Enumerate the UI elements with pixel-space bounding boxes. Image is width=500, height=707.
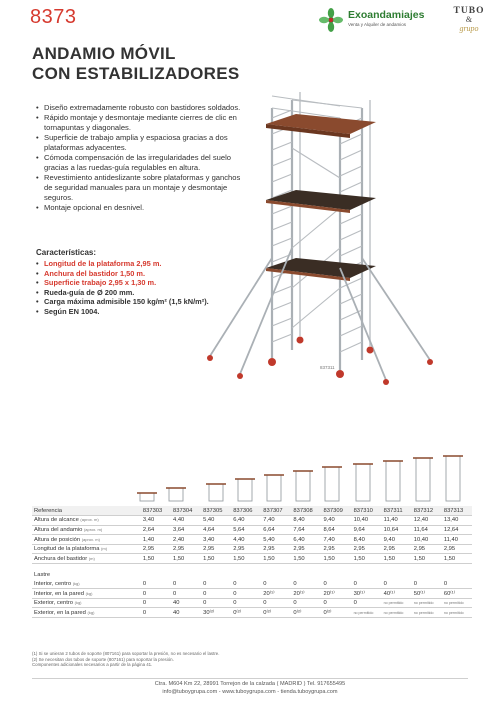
table-cell: 20⁽¹⁾ [291, 589, 321, 599]
table-cell: 11,64 [412, 525, 442, 535]
table-cell: 50⁽¹⁾ [412, 589, 442, 599]
characteristic-item: • Carga máxima admisible 150 kg/m² (1,5 kN/m²). [36, 297, 236, 307]
table-cell: no permitido [382, 608, 412, 618]
table-cell: 6,40 [291, 535, 321, 545]
feature-item: • Diseño extremadamente robusto con bastidores soldados. [36, 103, 246, 113]
scaffold-thumbnails [0, 455, 500, 505]
characteristics-title: Características: [36, 248, 97, 257]
table-cell: 2,95 [231, 544, 261, 554]
table-cell: 4,64 [201, 525, 231, 535]
footer-divider [32, 678, 468, 679]
image-reference: 837311 [320, 365, 335, 370]
table-cell: 1,50 [171, 554, 201, 564]
table-row [32, 554, 472, 564]
table-cell: 5,40 [201, 516, 231, 526]
lastre-rows [32, 579, 472, 617]
thumb-837313 [443, 456, 463, 501]
table-cell: 0 [171, 589, 201, 599]
row-label-text: Altura de alcance [34, 517, 79, 524]
table-cell: 0 [141, 589, 171, 599]
table-cell: 2,95 [291, 544, 321, 554]
thumb-837309 [322, 467, 342, 501]
title-line-1: ANDAMIO MÓVIL [32, 44, 176, 63]
characteristic-item: • Anchura del bastidor 1,50 m. [36, 269, 236, 279]
table-cell: no permitido [382, 598, 412, 608]
reference-cell: 837310 [352, 506, 382, 516]
table-cell: no permitido [442, 598, 472, 608]
table-cell: 0 [321, 598, 351, 608]
table-row [32, 516, 472, 526]
table-cell: 8,40 [291, 516, 321, 526]
green-flower-logo-icon [318, 8, 344, 32]
table-notes [32, 651, 219, 668]
reference-cell: 837307 [261, 506, 291, 516]
row-unit: (kg) [85, 590, 93, 596]
reference-cell: 837309 [321, 506, 351, 516]
row-unit: (aprox. m) [83, 526, 103, 532]
table-cell: 0 [141, 579, 171, 589]
row-label [32, 516, 141, 526]
thumb-837308 [293, 471, 313, 501]
characteristic-item: • Longitud de la plataforma 2,95 m. [36, 259, 236, 269]
table-cell: 4,40 [171, 516, 201, 526]
footer-links[interactable]: info@tuboygrupa.com - www.tuboygrupa.com - tienda.tuboygrupa.com [162, 689, 338, 695]
table-cell: 0 [321, 579, 351, 589]
table-cell: 10,64 [382, 525, 412, 535]
table-cell: 2,95 [382, 544, 412, 554]
table-cell: 0 [352, 579, 382, 589]
table-cell: 0 [201, 589, 231, 599]
thumb-837310 [353, 464, 373, 501]
table-cell: 1,50 [442, 554, 472, 564]
table-row [32, 589, 472, 599]
table-cell: 9,40 [321, 516, 351, 526]
row-label [32, 554, 141, 564]
row-label [32, 579, 141, 589]
feature-item: • Superficie de trabajo amplia y espaciosa gracias a dos plataformas adyacentes. [36, 133, 246, 153]
thumb-837306 [235, 479, 255, 501]
table-cell: 0 [412, 579, 442, 589]
table-cell: 2,95 [171, 544, 201, 554]
table-cell: 5,40 [261, 535, 291, 545]
table-row [32, 608, 472, 618]
row-label-text: Altura del andamio [34, 526, 83, 533]
table-cell: 12,40 [412, 516, 442, 526]
table-cell: 1,50 [291, 554, 321, 564]
table-cell: no permitido [412, 598, 442, 608]
table-cell: 0⁽²⁾ [291, 608, 321, 618]
row-label [32, 544, 141, 554]
table-row [32, 544, 472, 554]
thumb-837311 [383, 461, 403, 501]
table-cell: 0 [261, 579, 291, 589]
table-cell: 30⁽²⁾ [201, 608, 231, 618]
table-cell: 40 [171, 598, 201, 608]
table-cell: 0 [141, 608, 171, 618]
row-unit: (kg) [87, 609, 95, 615]
table-cell: 0 [291, 598, 321, 608]
table-cell: 3,64 [171, 525, 201, 535]
table-cell: 0 [201, 579, 231, 589]
row-label [32, 525, 141, 535]
tubo-logo-top: TUBO [453, 6, 485, 16]
table-cell: 0⁽²⁾ [321, 608, 351, 618]
table-cell: 0 [141, 598, 171, 608]
characteristic-item: • Rueda-guía de Ø 200 mm. [36, 288, 236, 298]
brand-name: Exoandamiajes [348, 9, 425, 21]
row-unit: (kg) [72, 580, 80, 586]
table-cell: 2,95 [352, 544, 382, 554]
page-title [32, 44, 240, 84]
note-3: Componentes adicionales necesarios a partir de la página 41. [32, 662, 153, 668]
table-cell: 60⁽¹⁾ [442, 589, 472, 599]
table-cell: 1,50 [321, 554, 351, 564]
table-cell: 0 [231, 598, 261, 608]
row-label-text: Altura de posición [34, 536, 81, 543]
table-cell: 0 [291, 579, 321, 589]
table-cell: no permitido [352, 608, 382, 618]
table-cell: 1,50 [261, 554, 291, 564]
table-cell: 1,50 [352, 554, 382, 564]
tubo-logo-bottom: grupo [459, 24, 479, 33]
table-cell: 2,95 [201, 544, 231, 554]
brand-subtitle: Venta y Alquiler de andamios [348, 22, 407, 27]
reference-label: Referencia [32, 506, 141, 516]
table-cell: 11,40 [442, 535, 472, 545]
characteristic-item: • Según EN 1004. [36, 307, 236, 317]
footer-address: Ctra. M604 Km 22, 28991 Torrejon de la calzada ( MADRID ) Tel. 917655495 [154, 681, 346, 687]
reference-cell: 837304 [171, 506, 201, 516]
lastre-label: Lastre [34, 572, 51, 579]
specifications-table [32, 506, 472, 618]
table-cell: no permitido [442, 608, 472, 618]
table-cell: 0 [201, 598, 231, 608]
table-cell: 13,40 [442, 516, 472, 526]
table-cell: 2,64 [141, 525, 171, 535]
row-label [32, 589, 141, 599]
table-cell: 3,40 [201, 535, 231, 545]
table-row [32, 579, 472, 589]
table-cell: 40 [171, 608, 201, 618]
page-header [0, 0, 500, 38]
table-cell: 1,50 [141, 554, 171, 564]
table-cell: 11,40 [382, 516, 412, 526]
title-line-2: CON ESTABILIZADORES [32, 64, 240, 83]
row-label [32, 608, 141, 618]
scaffold-illustration [200, 88, 460, 388]
table-cell: 8,64 [321, 525, 351, 535]
row-label [32, 598, 141, 608]
table-cell: 1,50 [412, 554, 442, 564]
table-cell: 1,50 [201, 554, 231, 564]
table-row [32, 525, 472, 535]
table-cell: 6,40 [231, 516, 261, 526]
row-label [32, 535, 141, 545]
table-row [32, 535, 472, 545]
note-1: (1) Si se unieran 2 tubos de soporte (807161) para soportar la presión, no es necesario el lastre. [32, 651, 220, 656]
table-cell: 2,95 [321, 544, 351, 554]
characteristic-item: • Superficie trabajo 2,95 x 1,30 m. [36, 278, 236, 288]
table-cell: 0 [231, 579, 261, 589]
table-cell: 4,40 [231, 535, 261, 545]
table-cell: 0 [261, 598, 291, 608]
table-cell: 2,95 [141, 544, 171, 554]
product-code: 8373 [30, 6, 77, 28]
table-cell: 3,40 [141, 516, 171, 526]
table-cell: 2,40 [171, 535, 201, 545]
row-unit: (m) [88, 555, 95, 561]
feature-item: • Cómoda compensación de las irregularidades del suelo gracias a las ruedas-guía regulables en altura. [36, 153, 246, 173]
table-cell: 20⁽¹⁾ [321, 589, 351, 599]
reference-cell: 837311 [382, 506, 412, 516]
table-cell: 6,64 [261, 525, 291, 535]
table-cell: 1,50 [231, 554, 261, 564]
platforms [266, 114, 376, 281]
table-header-row [32, 506, 472, 516]
table-row [32, 598, 472, 608]
page-footer [0, 680, 500, 696]
row-unit: (aprox. m) [81, 536, 100, 542]
feature-item: • Montaje opcional en desnivel. [36, 203, 246, 213]
table-cell: 2,95 [442, 544, 472, 554]
thumb-837303 [137, 493, 157, 501]
row-label-text: Interior, en la pared [34, 590, 84, 597]
thumb-837307 [264, 475, 284, 501]
table-cell: 0 [352, 598, 382, 608]
table-cell: 30⁽¹⁾ [352, 589, 382, 599]
table-cell: 10,40 [412, 535, 442, 545]
reference-cell: 837305 [201, 506, 231, 516]
table-cell: 7,40 [261, 516, 291, 526]
reference-cell: 837306 [231, 506, 261, 516]
lastre-section-row [32, 570, 472, 580]
table-cell: 0⁽²⁾ [231, 608, 261, 618]
dimension-rows [32, 516, 472, 564]
row-label-text: Longitud de la plataforma [34, 546, 100, 553]
table-cell: 2,95 [261, 544, 291, 554]
reference-cell: 837303 [141, 506, 171, 516]
table-cell: 2,95 [412, 544, 442, 554]
table-cell: 7,64 [291, 525, 321, 535]
tubo-grupo-logo: TUBO & grupo [445, 6, 493, 36]
exoandamiajes-logo [318, 8, 438, 34]
table-cell: 20⁽¹⁾ [261, 589, 291, 599]
table-cell: 12,64 [442, 525, 472, 535]
feature-item: • Rápido montaje y desmontaje mediante cierres de clic en tornapuntas y diagonales. [36, 113, 246, 133]
row-unit: (kg) [74, 600, 82, 606]
table-cell: 0 [442, 579, 472, 589]
row-label-text: Anchura del bastidor [34, 555, 88, 562]
table-cell: no permitido [412, 608, 442, 618]
table-cell: 9,64 [352, 525, 382, 535]
note-2: (2) Se necesitan dos tubos de soporte (807161) para soportar la presión. [32, 656, 174, 662]
table-cell: 40⁽¹⁾ [382, 589, 412, 599]
table-cell: 10,40 [352, 516, 382, 526]
thumb-837304 [166, 488, 186, 501]
table-cell: 8,40 [352, 535, 382, 545]
thumb-837312 [413, 458, 433, 501]
reference-cell: 837313 [442, 506, 472, 516]
table-cell: 1,40 [141, 535, 171, 545]
reference-cell: 837312 [412, 506, 442, 516]
table-cell: 1,50 [382, 554, 412, 564]
table-cell: 0 [171, 579, 201, 589]
row-unit: (m) [101, 546, 108, 552]
table-cell: 5,64 [231, 525, 261, 535]
thumb-837305 [206, 484, 226, 501]
table-cell: 7,40 [321, 535, 351, 545]
table-cell: 0⁽²⁾ [261, 608, 291, 618]
row-label-text: Exterior, en la pared [34, 609, 86, 616]
feature-item: • Revestimiento antideslizante sobre plataformas y ganchos de seguridad manuales para un montaje y desmontaje seguros. [36, 173, 246, 203]
table-cell: 0 [382, 579, 412, 589]
row-unit: (aprox. m) [80, 517, 99, 523]
row-label-text: Exterior, centro [34, 600, 73, 607]
reference-cell: 837308 [291, 506, 321, 516]
table-cell: 0 [231, 589, 261, 599]
row-label-text: Interior, centro [34, 580, 72, 587]
table-cell: 9,40 [382, 535, 412, 545]
